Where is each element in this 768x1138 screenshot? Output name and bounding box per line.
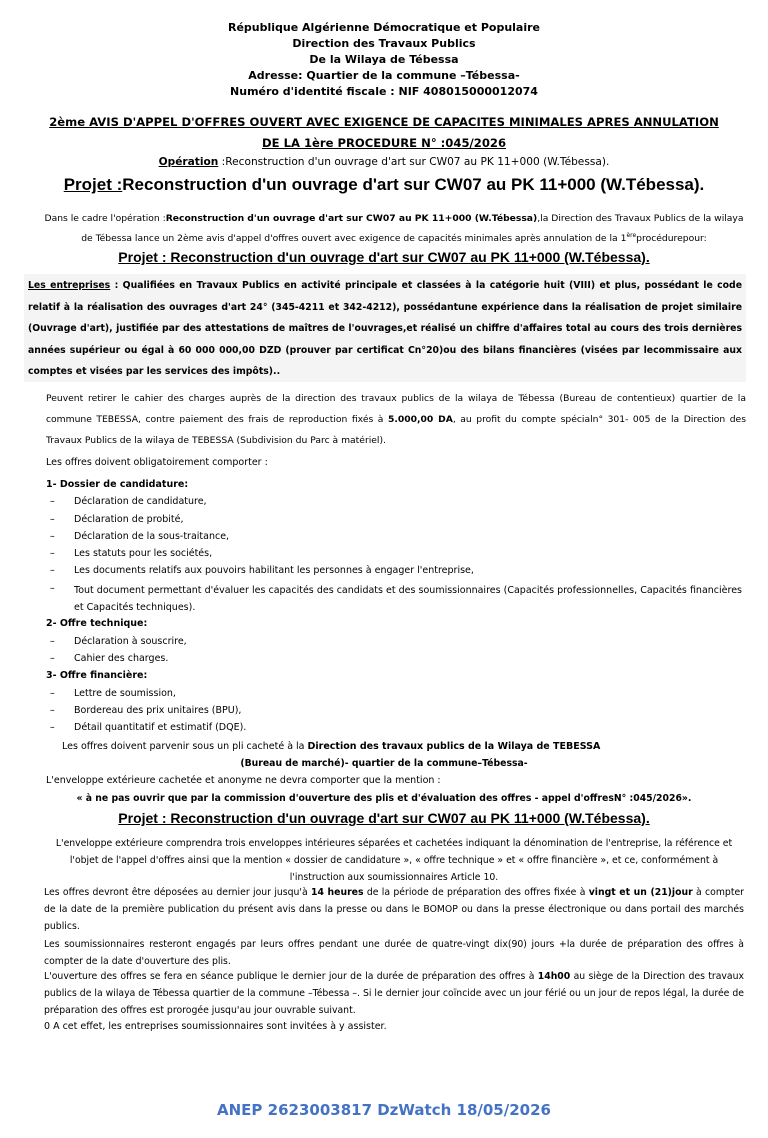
ouverture-text-1: L'ouverture des offres se fera en séance publique le dernier jour de la durée de préparation des offres à bbox=[44, 971, 538, 982]
intro-text-2: ,la Direction des Travaux Publics de la wilaya de Tébessa lance un 2ème avis d'appel d'offres ouvert avec exigence de capacités minimales après annulation de la 1 bbox=[81, 213, 744, 245]
financiere-item: Bordereau des prix unitaires (BPU), bbox=[74, 705, 242, 716]
entreprises-text: : Qualifiées en Travaux Publics en activité principale et classées à la catégorie huit (VIII) et plus, possédant le code relatif à la réalisation des ouvrages d'art 24° (345-4211 et 342-4212), possédantune expérience dans la réalisation de projet similaire (Ouvrage d'art), justifiée par des attestations de maîtres de l'ouvrages,et réalisé un chiffre d'affaires total au cours des trois dernières années supérieur ou égal à 60 000 000,00 DZD (prouver par certificat Cn°20)ou des bilans financières (visées par lecommissaire aux comptes et visées par les services des impôts).. bbox=[28, 280, 743, 377]
header-nif: Numéro d'identité fiscale : NIF 408015000012074 bbox=[230, 85, 538, 98]
engagement-paragraph: Les soumissionnaires resteront engagés par leurs offres pendant une durée de quatre-vingt dix(90) jours +la durée de préparation des offres à compter de la date d'ouverture des plis. bbox=[44, 939, 744, 967]
bullet-dash: – bbox=[50, 722, 55, 733]
bullet-dash: – bbox=[50, 653, 55, 664]
projet-label: Projet : bbox=[63, 175, 123, 194]
intro-text-3: procédurepour: bbox=[636, 233, 707, 245]
depot-text-3: à compter de la date de la première publication du présent avis dans la presse ou dans le BOMOP ou dans la presse électronique ou dans portail des marchés publics. bbox=[44, 887, 745, 932]
operation-line bbox=[0, 156, 768, 168]
depot-hour: 14 heures bbox=[311, 887, 364, 898]
financiere-title: 3- Offre financière: bbox=[46, 670, 148, 681]
bullet-dash: – bbox=[50, 583, 55, 594]
bullet-dash: – bbox=[50, 688, 55, 699]
projet-repeat-1: Projet : Reconstruction d'un ouvrage d'art sur CW07 au PK 11+000 (W.Tébessa). bbox=[118, 249, 650, 265]
avis-title-line1: 2ème AVIS D'APPEL D'OFFRES OUVERT AVEC EXIGENCE DE CAPACITES MINIMALES APRES ANNULATION bbox=[49, 115, 719, 129]
enveloppe-line: L'enveloppe extérieure cachetée et anonyme ne devra comporter que la mention : bbox=[46, 775, 441, 786]
parvenir-text: Les offres doivent parvenir sous un pli cacheté à la bbox=[62, 741, 308, 752]
bullet-dash: – bbox=[50, 548, 55, 559]
intro-paragraph bbox=[44, 210, 744, 247]
parvenir-bold: Direction des travaux publics de la Wilaya de TEBESSA bbox=[307, 741, 601, 752]
header-republic: République Algérienne Démocratique et Populaire bbox=[228, 21, 540, 34]
ouverture-text-2: au siège de la Direction des travaux publics de la wilaya de Tébessa quartier de la commune –Tébessa –. Si le dernier jour coïncide avec un jour férié ou un jour de repos légal, la durée de préparation des offres est prorogée jusqu'au jour ouvrable suivant. bbox=[44, 971, 744, 1016]
depot-paragraph bbox=[44, 884, 744, 935]
technique-item: Déclaration à souscrire, bbox=[74, 636, 187, 647]
ouverture-paragraph bbox=[44, 968, 744, 1019]
projet-text: Reconstruction d'un ouvrage d'art sur CW07 au PK 11+000 (W.Tébessa). bbox=[122, 175, 705, 194]
dossier-item: Déclaration de candidature, bbox=[74, 496, 207, 507]
avis-title-line2: DE LA 1ère PROCEDURE N° :045/2026 bbox=[261, 136, 507, 150]
bullet-dash: – bbox=[50, 514, 55, 525]
entreprises-label: Les entreprises bbox=[28, 280, 111, 291]
technique-title: 2- Offre technique: bbox=[46, 618, 148, 629]
retirer-text-2: , au profit du compte spécialn° 301- 005 de la Direction des Travaux Publics de la wilaya de TEBESSA (Subdivision du Parc à matériel). bbox=[46, 414, 746, 446]
header-address: Adresse: Quartier de la commune –Tébessa- bbox=[248, 69, 520, 82]
entreprises-paragraph bbox=[28, 275, 742, 383]
bullet-dash: – bbox=[50, 531, 55, 542]
retirer-amount: 5.000,00 DA bbox=[387, 414, 453, 425]
dossier-item: Tout document permettant d'évaluer les capacités des candidats et des soumissionnaires (Capacités professionnelles, Capacités financières et Capacités techniques). bbox=[74, 585, 742, 613]
enveloppe2-paragraph: L'enveloppe extérieure comprendra trois enveloppes intérieures séparées et cachetées indiquant la dénomination de l'entreprise, la référence et l'objet de l'appel d'offres ainsi que la mention « dossier de candidature », « offre technique » et « offre financière », et ce, conformément à l'instruction aux soumissionnaires Article 10. bbox=[55, 838, 733, 883]
intro-sup: ère bbox=[626, 232, 637, 239]
offres-intro: Les offres doivent obligatoirement comporter : bbox=[46, 457, 268, 468]
dossier-item: Les documents relatifs aux pouvoirs habilitant les personnes à engager l'entreprise, bbox=[74, 565, 474, 576]
ouverture-hour: 14h00 bbox=[537, 971, 571, 982]
bullet-dash: – bbox=[50, 705, 55, 716]
dossier-title: 1- Dossier de candidature: bbox=[46, 479, 189, 490]
retirer-paragraph bbox=[46, 388, 746, 451]
projet-repeat-2: Projet : Reconstruction d'un ouvrage d'art sur CW07 au PK 11+000 (W.Tébessa). bbox=[118, 810, 650, 826]
dossier-item: Les statuts pour les sociétés, bbox=[74, 548, 213, 559]
bullet-dash: – bbox=[50, 636, 55, 647]
financiere-item: Détail quantitatif et estimatif (DQE). bbox=[74, 722, 247, 733]
footer-reference: ANEP 2623003817 DzWatch 18/05/2026 bbox=[217, 1101, 551, 1119]
mention-line: « à ne pas ouvrir que par la commission d'ouverture des plis et d'évaluation des offres - appel d'offresN° :045/2026». bbox=[76, 793, 692, 804]
intro-operation-bold: Reconstruction d'un ouvrage d'art sur CW07 au PK 11+000 (W.Tébessa) bbox=[165, 213, 538, 224]
dossier-item: Déclaration de probité, bbox=[74, 514, 184, 525]
bureau-line: (Bureau de marché)- quartier de la commune–Tébessa- bbox=[240, 758, 528, 769]
retirer-text-1: Peuvent retirer le cahier des charges auprès de la direction des travaux publics de la wilaya de Tébessa (Bureau de contentieux) quartier de la commune TEBESSA, contre paiement des frais de reproduction fixés à bbox=[46, 393, 746, 425]
projet-title bbox=[0, 175, 768, 195]
assister-line: 0 A cet effet, les entreprises soumissionnaires sont invitées à y assister. bbox=[44, 1021, 387, 1032]
operation-label: Opération bbox=[158, 156, 219, 168]
header-wilaya: De la Wilaya de Tébessa bbox=[309, 53, 459, 66]
depot-text-1: Les offres devront être déposées au dernier jour jusqu'à bbox=[44, 887, 312, 898]
depot-days: vingt et un (21)jour bbox=[588, 887, 693, 898]
technique-item: Cahier des charges. bbox=[74, 653, 169, 664]
bullet-dash: – bbox=[50, 565, 55, 576]
financiere-item: Lettre de soumission, bbox=[74, 688, 176, 699]
parvenir-line bbox=[62, 741, 600, 752]
bullet-dash: – bbox=[50, 496, 55, 507]
dossier-item: Déclaration de la sous-traitance, bbox=[74, 531, 230, 542]
depot-text-2: de la période de préparation des offres fixée à bbox=[363, 887, 589, 898]
header-direction: Direction des Travaux Publics bbox=[292, 37, 476, 50]
intro-text-1: Dans le cadre l'opération : bbox=[44, 213, 166, 224]
operation-text: :Reconstruction d'un ouvrage d'art sur CW07 au PK 11+000 (W.Tébessa). bbox=[218, 156, 610, 168]
